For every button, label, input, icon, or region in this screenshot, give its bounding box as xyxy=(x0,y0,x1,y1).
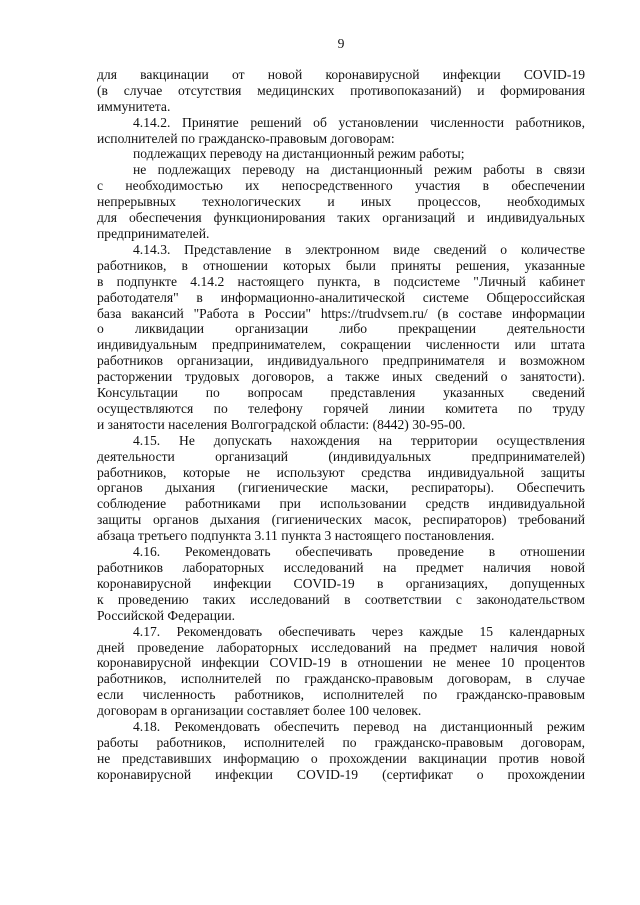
text-line: подлежащих переводу на дистанционный режим работы; xyxy=(133,146,465,162)
text-line: коронавирусной инфекции COVID-19 в организациях, допущенных xyxy=(97,575,585,591)
text-line: не подлежащих переводу на дистанционный режим работы в связи xyxy=(133,162,585,178)
text-line: индивидуальным предпринимателем, сокращении численности или штата xyxy=(97,337,585,353)
text-line: договорам в организации составляет более 100 человек. xyxy=(97,703,422,719)
paragraph-p-4-14-3 xyxy=(97,242,585,433)
text-line: работников организации, индивидуального предпринимателя и возможном xyxy=(97,353,585,369)
text-line: (в случае отсутствия медицинских противопоказаний) и формирования xyxy=(97,82,585,98)
text-line: и занятости населения Волгоградской области: (8442) 30-95-00. xyxy=(97,416,466,432)
text-line: непрерывных технологических и иных процессов, необходимых xyxy=(97,194,585,210)
text-line: предпринимателей. xyxy=(97,225,210,241)
text-line: 4.17. Рекомендовать обеспечивать через каждые 15 календарных xyxy=(133,623,585,639)
text-line: осуществляются по телефону горячей линии комитета по труду xyxy=(97,400,585,416)
text-line: для обеспечения функционирования таких организаций и индивидуальных xyxy=(97,210,585,226)
text-line: если численность работников, исполнителей по гражданско-правовым xyxy=(97,687,585,703)
text-line: в подпункте 4.14.2 настоящего пункта, в подсистеме "Личный кабинет xyxy=(97,273,585,289)
text-line: работников лабораторных исследований на предмет наличия новой xyxy=(97,560,585,575)
text-line: дней проведение лабораторных исследований на предмет наличия новой xyxy=(97,639,585,655)
text-line: защиты органов дыхания (гигиенических масок, респираторов) требований xyxy=(97,512,585,528)
text-line: работников, исполнителей по гражданско-правовым договорам, в случае xyxy=(97,671,585,687)
text-line: работников, в отношении которых были приняты решения, указанные xyxy=(97,257,585,273)
text-line: абзаца третьего подпункта 3.11 пункта 3 настоящего постановления. xyxy=(97,528,495,544)
paragraph-p-4-14-2 xyxy=(97,115,585,147)
text-line: соблюдение работниками при использовании средств индивидуальной xyxy=(97,496,585,512)
text-line: коронавирусной инфекции COVID-19 (сертификат о прохождении xyxy=(97,766,585,782)
text-line: Консультации по вопросам представления указанных сведений xyxy=(97,385,585,401)
paragraph-p-sub-2 xyxy=(97,162,585,242)
text-line: расторжении трудовых договоров, а также иных сведений о занятости). xyxy=(97,369,585,385)
page-number: 9 xyxy=(337,36,345,51)
text-line: работы работников, исполнителей по гражданско-правовым договорам, xyxy=(97,734,585,750)
text-line: 4.15. Не допускать нахождения на территории осуществления xyxy=(133,432,585,448)
text-line: деятельности организаций (индивидуальных предпринимателей) xyxy=(97,448,585,464)
text-line: о ликвидации организации либо прекращении деятельности xyxy=(97,321,585,337)
text-line: коронавирусной инфекции COVID-19 в отношении не менее 10 процентов xyxy=(97,655,585,671)
text-line: база вакансий "Работа в России" https://trudvsem.ru/ (в составе информации xyxy=(97,305,585,321)
paragraph-p-sub-1 xyxy=(97,146,585,162)
paragraph-p-cont xyxy=(97,67,585,115)
paragraph-p-4-16 xyxy=(97,544,585,624)
text-line: с необходимостью их непосредственного участия в обеспечении xyxy=(97,178,585,194)
document-body xyxy=(97,67,585,783)
text-line: 4.18. Рекомендовать обеспечить перевод на дистанционный режим xyxy=(133,719,585,735)
paragraph-p-4-15 xyxy=(97,433,585,544)
text-line: Российской Федерации. xyxy=(97,607,235,623)
text-line: 4.14.3. Представление в электронном виде сведений о количестве xyxy=(133,241,585,257)
text-line: не представивших информацию о прохождении вакцинации против новой xyxy=(97,750,585,766)
text-line: работников, которые не используют средства индивидуальной защиты xyxy=(97,464,585,480)
text-line: для вакцинации от новой коронавирусной инфекции COVID-19 xyxy=(97,66,585,82)
text-line: органов дыхания (гигиенические маски, респираторы). Обеспечить xyxy=(97,480,585,496)
text-line: исполнителей по гражданско-правовым договорам: xyxy=(97,130,395,146)
text-line: работодателя" в информационно-аналитической системе Общероссийская xyxy=(97,289,585,305)
text-line: 4.14.2. Принятие решений об установлении численности работников, xyxy=(133,114,585,130)
paragraph-p-4-17 xyxy=(97,624,585,719)
paragraph-p-4-18 xyxy=(97,719,585,783)
text-line: 4.16. Рекомендовать обеспечивать проведение в отношении xyxy=(133,544,585,560)
text-line: к проведению таких исследований в соответствии с законодательством xyxy=(97,591,585,607)
text-line: иммунитета. xyxy=(97,98,171,114)
